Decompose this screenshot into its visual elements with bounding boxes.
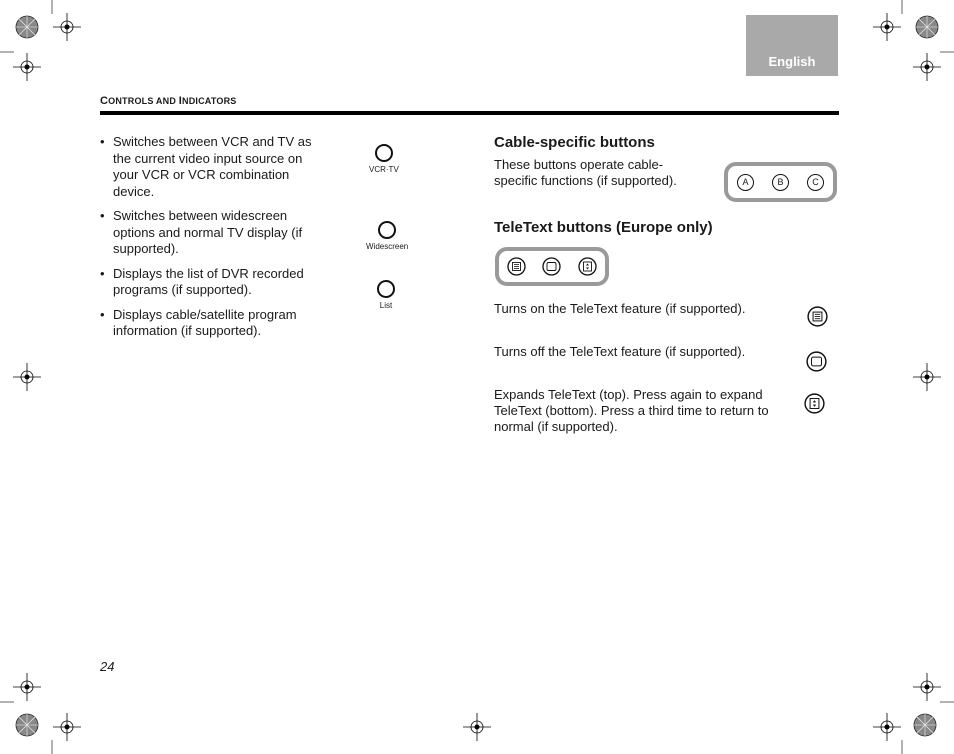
teletext-expand-icon — [578, 257, 597, 276]
cable-description: These buttons operate cable-specific functions (if supported). — [494, 157, 677, 188]
cable-button-c: C — [807, 174, 824, 191]
list-button-icon: List — [377, 280, 395, 310]
teletext-on-text: Turns on the TeleText feature (if supported). — [494, 301, 746, 316]
list-item: • Displays the list of DVR recorded programs (if supported). — [100, 266, 328, 299]
list-item: • Switches between widescreen options and normal TV display (if supported). — [100, 208, 328, 258]
teletext-expand-text: Expands TeleText (top). Press again to expand TeleText (bottom). Press a third time to return to normal (if supported). — [494, 387, 769, 434]
teletext-off-icon — [806, 351, 827, 372]
widescreen-button-icon: Widescreen — [366, 221, 408, 251]
list-item: • Displays cable/satellite program information (if supported). — [100, 307, 328, 340]
teletext-off-text: Turns off the TeleText feature (if supported). — [494, 344, 746, 359]
cable-button-b: B — [772, 174, 789, 191]
circle-icon — [375, 144, 393, 162]
cable-heading: Cable-specific buttons — [494, 134, 655, 151]
teletext-on-icon — [507, 257, 526, 276]
teletext-heading: TeleText buttons (Europe only) — [494, 219, 713, 236]
page-number: 24 — [100, 659, 115, 674]
cable-button-a: A — [737, 174, 754, 191]
circle-icon — [377, 280, 395, 298]
teletext-on-icon — [807, 306, 828, 327]
section-rule — [100, 111, 839, 115]
circle-icon — [378, 221, 396, 239]
teletext-expand-icon — [804, 393, 825, 414]
cable-button-group — [724, 162, 837, 202]
teletext-off-icon — [542, 257, 561, 276]
bullet-list — [100, 134, 328, 348]
language-tab: English — [746, 15, 838, 76]
list-item: • Switches between VCR and TV as the current video input source on your VCR or VCR combination device. — [100, 134, 328, 200]
vcr-tv-button-icon: VCR·TV — [369, 144, 399, 174]
section-title: CONTROLS AND INDICATORS — [100, 95, 237, 107]
teletext-button-group — [495, 247, 609, 286]
